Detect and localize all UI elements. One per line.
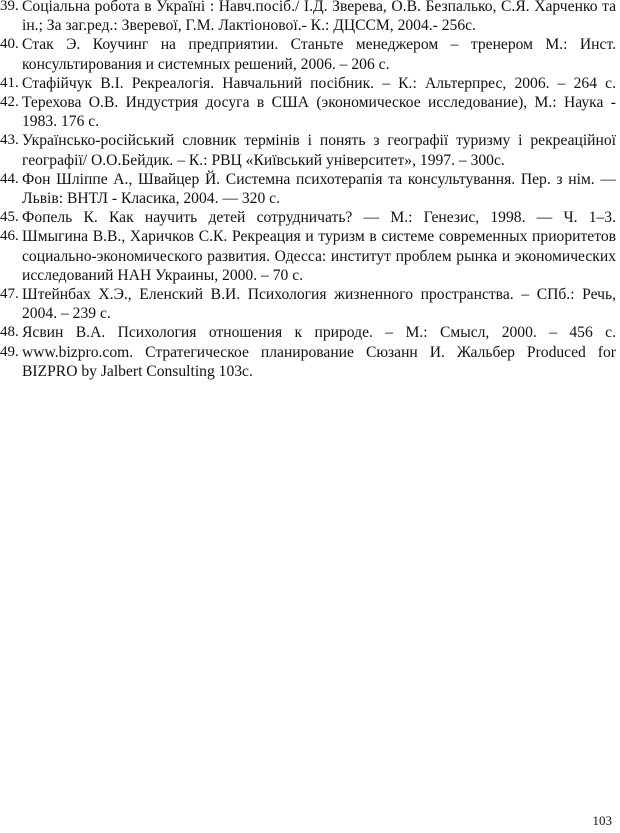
reference-text: Фопель К. Как научить детей сотрудничать? — М.: Генезис, 1998. — Ч. 1–3. — [22, 209, 616, 227]
reference-item-46 — [0, 227, 616, 285]
reference-item-42 — [0, 93, 616, 131]
reference-number: 39. — [0, 0, 19, 14]
reference-item-40 — [0, 35, 616, 73]
reference-text: www.bizpro.com. Стратегическое планирование Сюзанн И. Жальбер Produced for BIZPRO by Jalbert Consulting 103с. — [22, 343, 616, 380]
reference-text: Шмыгина В.В., Харичков С.К. Рекреация и туризм в системе современных приоритетов социально-экономического развития. Одесса: институт проблем рынка и экономических исследований НАН Украины, 2000. – 70 с. — [22, 228, 616, 284]
reference-text: Штейнбах Х.Э., Еленский В.И. Психология жизненного пространства. – СПб.: Речь, 2004. – 239 с. — [22, 286, 616, 323]
reference-item-49 — [0, 343, 616, 381]
reference-number: 48. — [0, 324, 19, 341]
reference-list — [0, 0, 616, 381]
reference-number: 43. — [0, 132, 19, 149]
reference-item-43 — [0, 131, 616, 169]
reference-text: Українсько-російський словник термінів і понять з географії туризму і рекреаційної географії/ О.О.Бейдик. – К.: РВЦ «Київський університет», 1997. – 300с. — [22, 132, 616, 169]
reference-number: 45. — [0, 209, 19, 226]
reference-text: Ясвин В.А. Психология отношения к природе. – М.: Смысл, 2000. – 456 с. — [22, 324, 616, 342]
page-number: 103 — [592, 813, 612, 828]
reference-item-47 — [0, 285, 616, 323]
reference-number: 46. — [0, 228, 19, 245]
reference-number: 44. — [0, 170, 19, 187]
reference-item-44 — [0, 170, 616, 208]
reference-text: Терехова О.В. Индустрия досуга в США (экономическое исследование), М.: Наука - 1983. 176 с. — [22, 94, 616, 131]
reference-item-45 — [0, 208, 616, 227]
reference-number: 41. — [0, 74, 19, 91]
reference-number: 40. — [0, 36, 19, 53]
reference-number: 42. — [0, 94, 19, 111]
reference-text: Соціальна робота в Україні : Навч.посіб./ І.Д. Зверева, О.В. Безпалько, С.Я. Харченко та ін.; За заг.ред.: Зверевої, Г.М. Лактіонової.- К.: ДЦССМ, 2004.- 256с. — [22, 0, 616, 35]
reference-text: Стафійчук В.І. Рекреалогія. Навчальний посібник. – К.: Альтерпрес, 2006. – 264 с. — [22, 74, 616, 92]
reference-item-41 — [0, 74, 616, 93]
reference-item-39 — [0, 0, 616, 35]
reference-number: 49. — [0, 343, 19, 360]
reference-item-48 — [0, 323, 616, 342]
reference-number: 47. — [0, 286, 19, 303]
reference-text: Фон Шліппе А., Швайцер Й. Системна психотерапія та консультування. Пер. з нім. — Львів: ВНТЛ - Класика, 2004. — 320 с. — [22, 170, 616, 208]
reference-text: Стак Э. Коучинг на предприятии. Станьте менеджером – тренером М.: Инст. консультирования и системных решений, 2006. – 206 с. — [22, 36, 616, 73]
